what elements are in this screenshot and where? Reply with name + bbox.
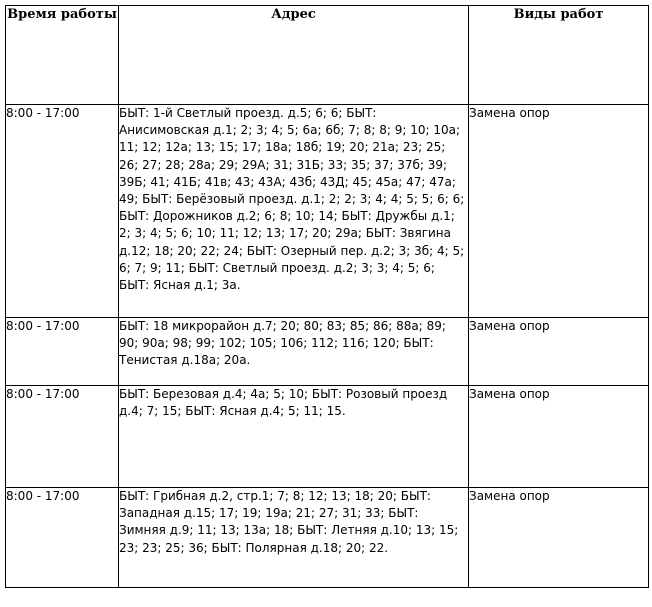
header-address (119, 6, 469, 105)
address-cell: БЫТ: 18 микрорайон д.7; 20; 80; 83; 85; 86; 88а; 89; 90; 90а; 98; 99; 102; 105; 106; 112; 116; 120; БЫТ: Тенистая д.18а; 20а. (119, 318, 469, 386)
time-cell: 8:00 - 17:00 (6, 318, 119, 386)
table-row (6, 105, 649, 318)
header-time (6, 6, 119, 105)
outage-schedule (5, 5, 649, 588)
work-cell: Замена опор (469, 488, 649, 588)
header-work (469, 6, 649, 105)
work-cell: Замена опор (469, 105, 649, 318)
header-time-label: Время работы (7, 7, 117, 22)
table-row (6, 386, 649, 488)
time-cell: 8:00 - 17:00 (6, 105, 119, 318)
header-address-label: Адрес (271, 7, 316, 22)
time-cell: 8:00 - 17:00 (6, 386, 119, 488)
time-cell: 8:00 - 17:00 (6, 488, 119, 588)
header-row (6, 6, 649, 105)
address-cell: БЫТ: Грибная д.2, стр.1; 7; 8; 12; 13; 18; 20; БЫТ: Западная д.15; 17; 19; 19а; 21; 27; 31; 33; БЫТ: Зимняя д.9; 11; 13; 13а; 18; БЫТ: Летняя д.10; 13; 15; 23; 23; 25; 36; БЫТ: Полярная д.18; 20; 22. (119, 488, 469, 588)
header-work-label: Виды работ (513, 7, 604, 22)
table-row (6, 318, 649, 386)
address-cell: БЫТ: Березовая д.4; 4а; 5; 10; БЫТ: Розовый проезд д.4; 7; 15; БЫТ: Ясная д.4; 5; 11; 15. (119, 386, 469, 488)
address-cell: БЫТ: 1-й Светлый проезд. д.5; 6; 6; БЫТ: Анисимовская д.1; 2; 3; 4; 5; 6а; 6б; 7; 8; 8; 9; 10; 10а; 11; 12; 12а; 13; 15; 17; 18а; 18б; 19; 20; 21а; 23; 25; 26; 27; 28; 28а; 29; 29А; 31; 31Б; 33; 35; 37; 37б; 39; 39Б; 41; 41Б; 41в; 43; 43А; 43б; 43Д; 45; 45а; 47; 47а; 49; БЫТ: Берёзовый проезд. д.1; 2; 2; 3; 4; 4; 5; 5; 6; 6; БЫТ: Дорожников д.2; 6; 8; 10; 14; БЫТ: Дружбы д.1; 2; 3; 4; 5; 6; 10; 11; 12; 13; 17; 20; 29а; БЫТ: Звягина д.12; 18; 20; 22; 24; БЫТ: Озерный пер. д.2; 3; 3б; 4; 5; 6; 7; 9; 11; БЫТ: Светлый проезд. д.2; 3; 3; 4; 5; 6; БЫТ: Ясная д.1; 3а. (119, 105, 469, 318)
table-row (6, 488, 649, 588)
schedule-table (5, 5, 649, 588)
work-cell: Замена опор (469, 386, 649, 488)
work-cell: Замена опор (469, 318, 649, 386)
